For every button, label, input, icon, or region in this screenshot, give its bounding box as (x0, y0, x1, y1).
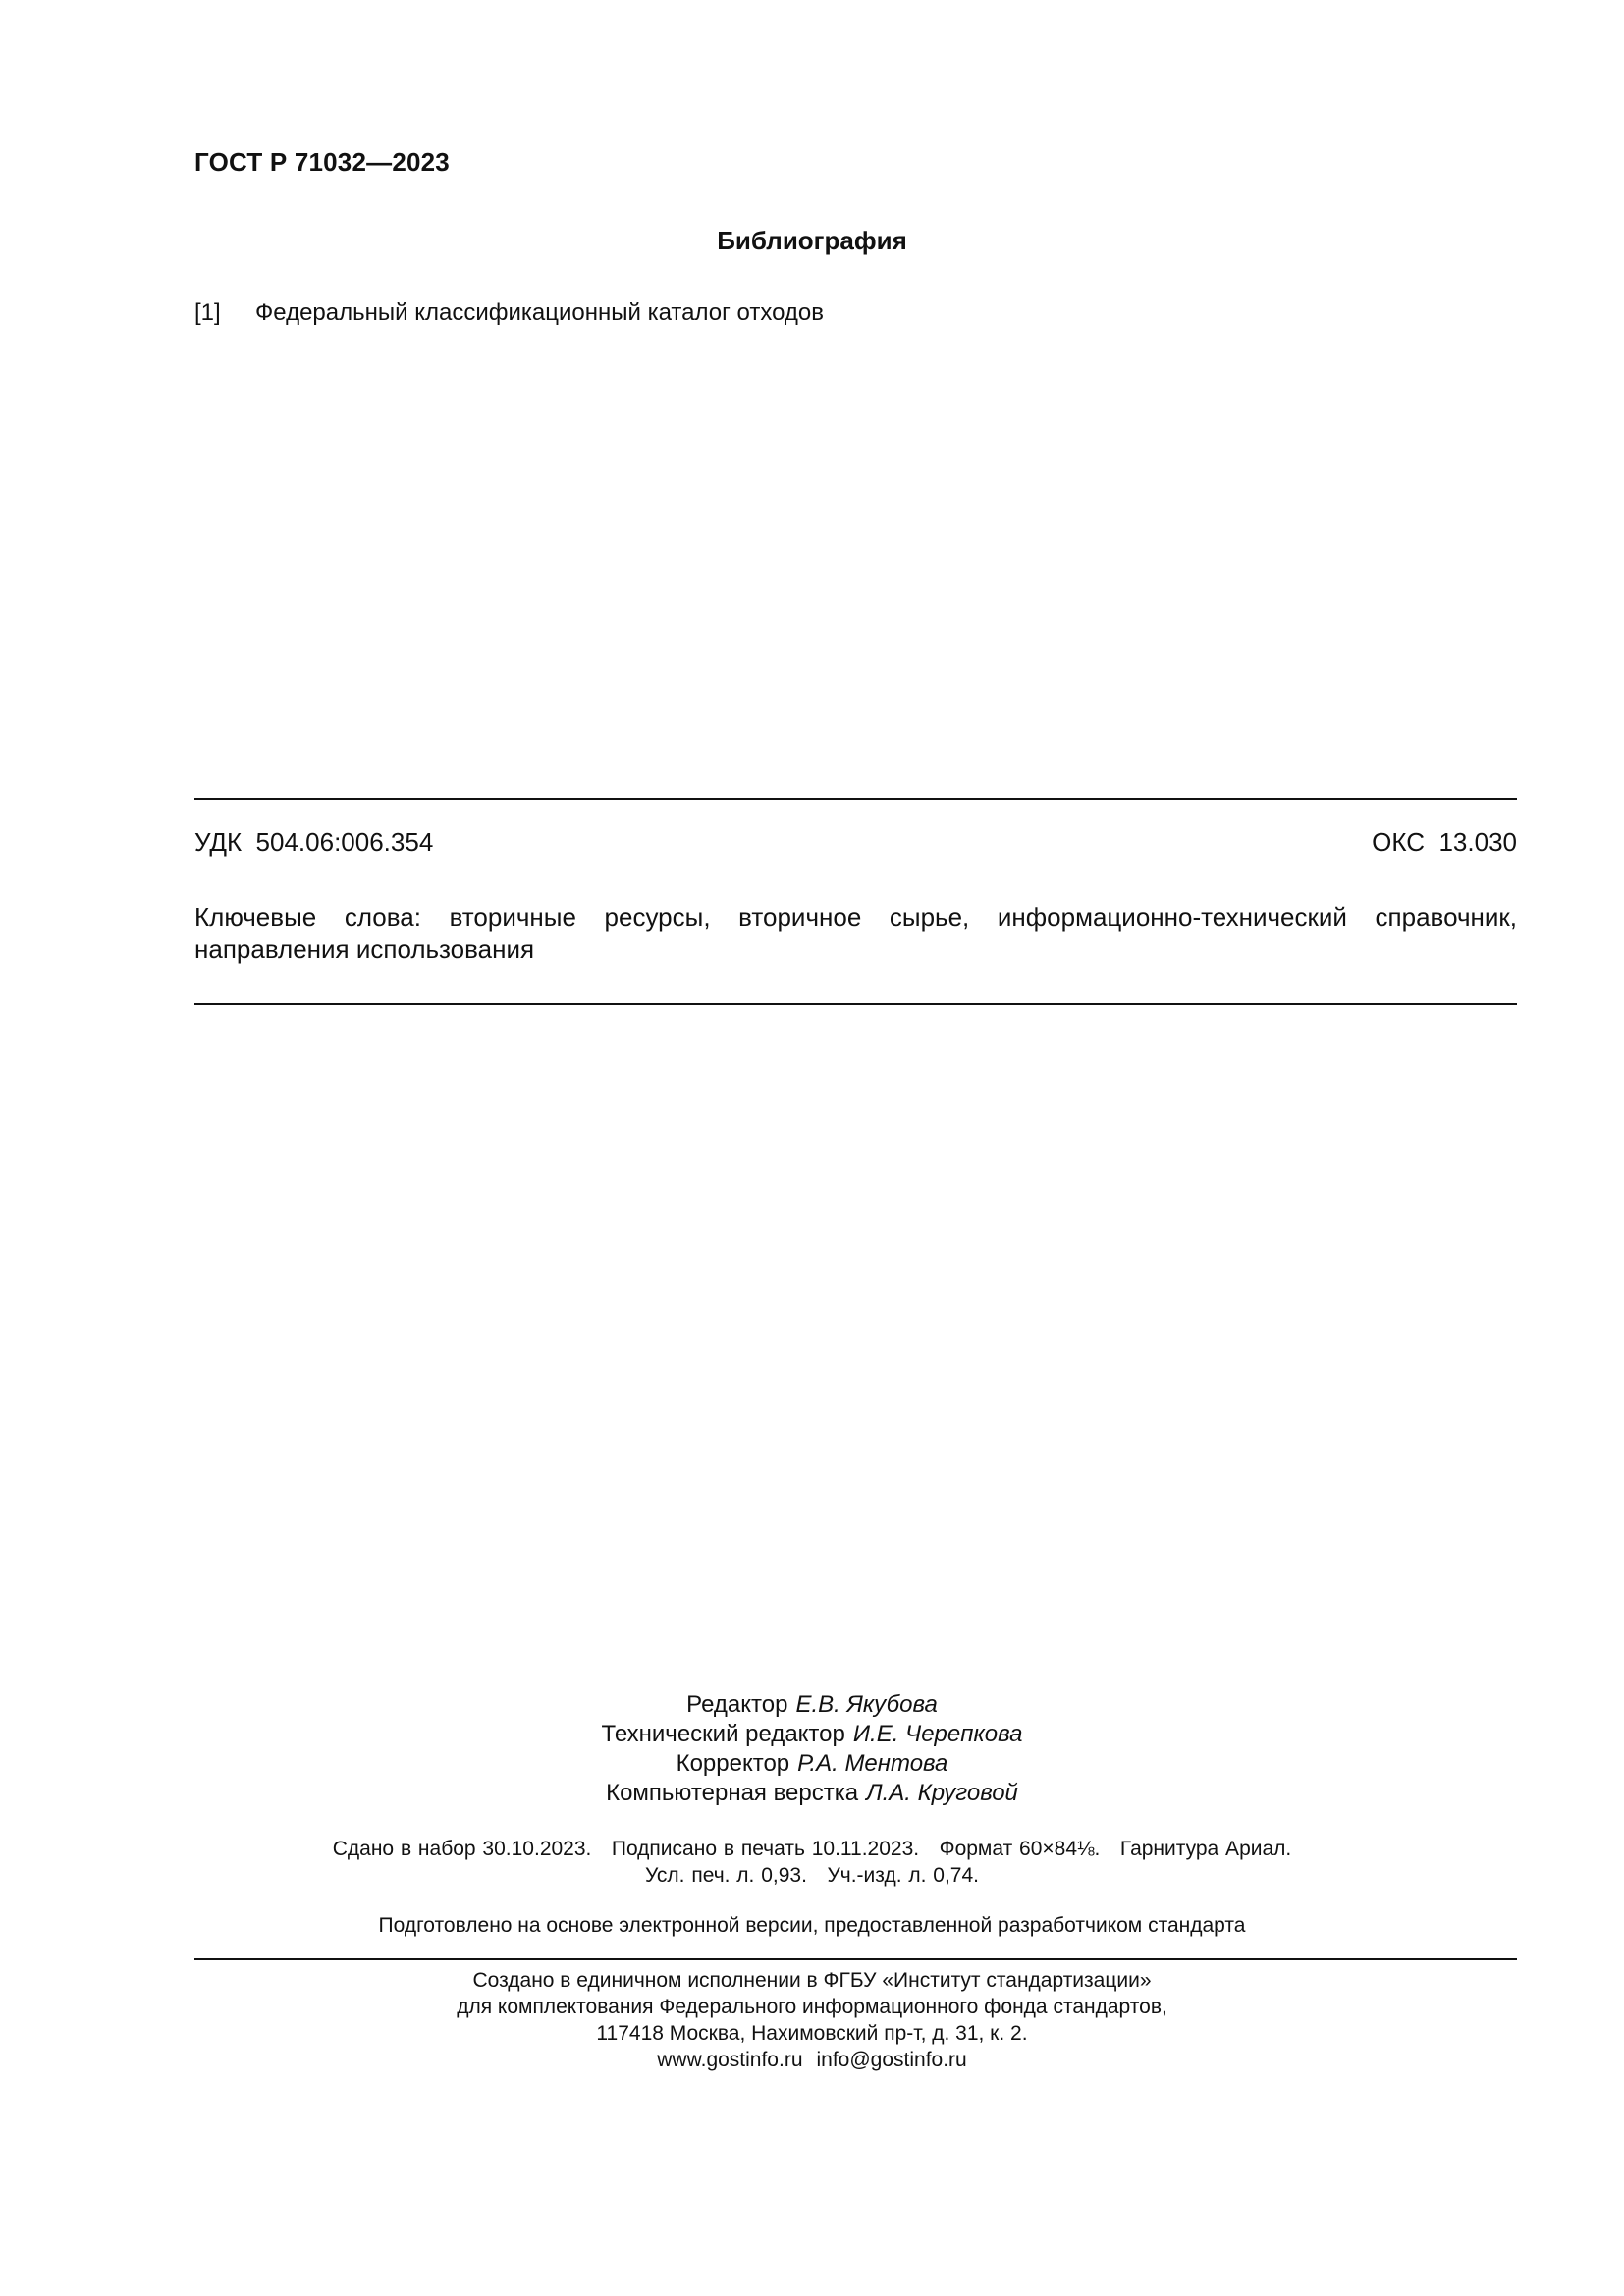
credit-name: И.Е. Черепкова (852, 1721, 1023, 1747)
credit-role: Редактор (686, 1691, 788, 1718)
credit-role: Технический редактор (601, 1721, 845, 1747)
document-code: ГОСТ Р 71032—2023 (194, 147, 450, 177)
credit-name: Л.А. Круговой (866, 1780, 1018, 1806)
bottom-divider (194, 1958, 1517, 1960)
publisher-website-link[interactable]: www.gostinfo.ru (657, 2049, 803, 2071)
credit-role: Компьютерная верстка (606, 1780, 859, 1806)
top-divider (194, 798, 1517, 800)
credit-layout (0, 1779, 1624, 1808)
bibliography-title: Библиография (717, 226, 907, 255)
publisher-line-1: Создано в единичном исполнении в ФГБУ «Институт стандартизации» (472, 1969, 1152, 1992)
credit-proofreader (0, 1749, 1624, 1779)
publisher-block (0, 1967, 1624, 2073)
keywords-text: Ключевые слова: вторичные ресурсы, вторичное сырье, информационно-технический справочник, направления использования (194, 902, 1517, 964)
credits-block (0, 1690, 1624, 1808)
prepared-note: Подготовлено на основе электронной версии, предоставленной разработчиком стандарта (378, 1914, 1246, 1937)
print-info-line-2: Усл. печ. л. 0,93. Уч.-изд. л. 0,74. (644, 1864, 979, 1887)
publisher-line-2: для комплектования Федерального информационного фонда стандартов, (457, 1996, 1167, 2018)
credit-name: Р.А. Ментова (797, 1750, 948, 1777)
publisher-contacts (0, 2047, 1624, 2073)
oks-code: ОКС 13.030 (1372, 828, 1517, 857)
print-info-line-1: Сдано в набор 30.10.2023. Подписано в печать 10.11.2023. Формат 60×84⅛. Гарнитура Ариал. (332, 1838, 1292, 1860)
bibliography-entry-number: [1] (194, 299, 221, 326)
middle-divider (194, 1003, 1517, 1005)
publisher-line-3: 117418 Москва, Нахимовский пр-т, д. 31, к. 2. (596, 2022, 1028, 2045)
udk-code: УДК 504.06:006.354 (194, 828, 434, 857)
bibliography-entry-text: Федеральный классификационный каталог отходов (255, 299, 825, 326)
publisher-email-link[interactable]: info@gostinfo.ru (816, 2049, 967, 2071)
credit-name: Е.В. Якубова (795, 1691, 938, 1718)
credit-role: Корректор (676, 1750, 790, 1777)
credit-editor (0, 1690, 1624, 1720)
credit-technical-editor (0, 1720, 1624, 1749)
print-info-block (0, 1836, 1624, 1889)
